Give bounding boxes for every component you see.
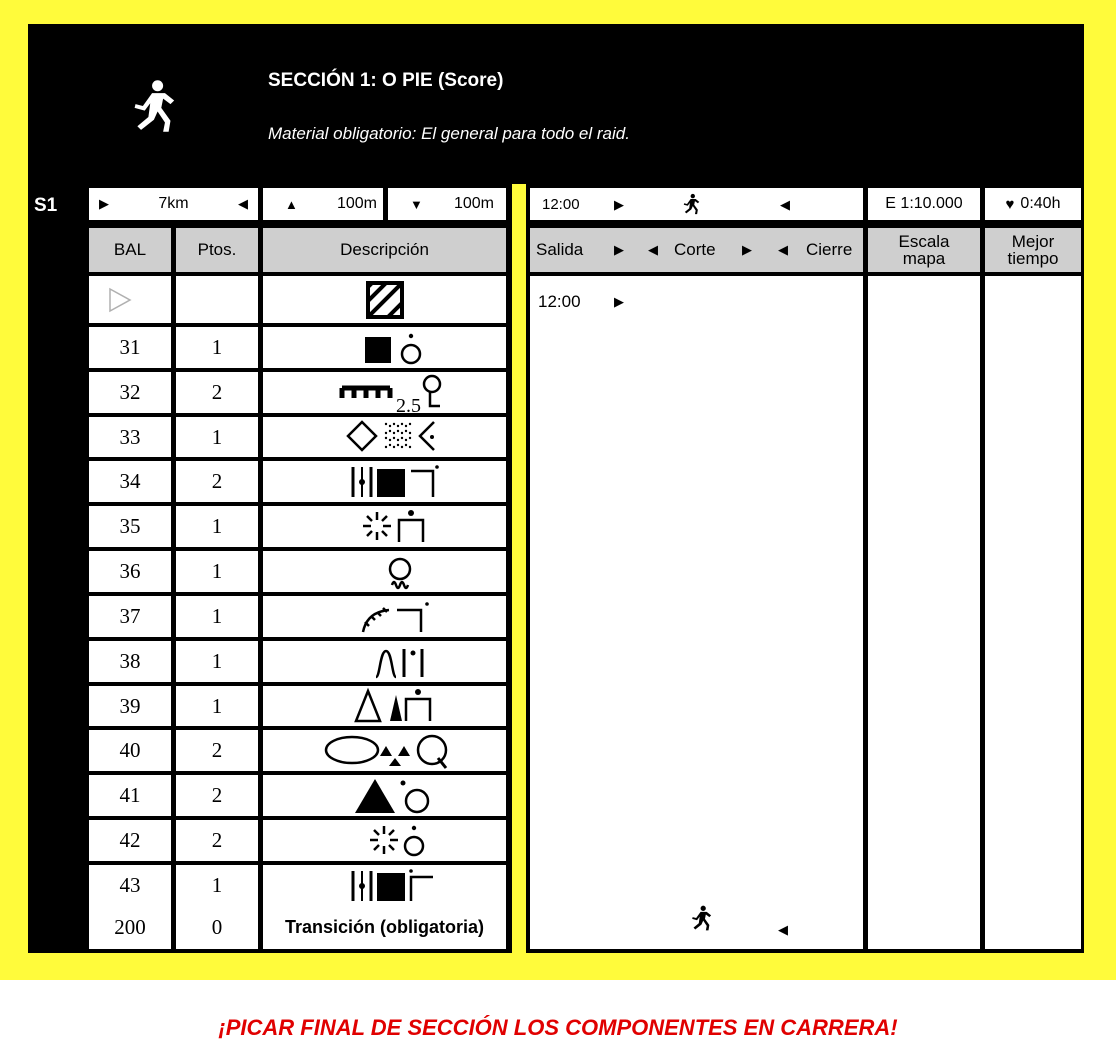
control-points: 2 [176,730,258,771]
start-description-cell [263,276,506,323]
control-points: 1 [176,551,258,592]
control-description [263,730,506,771]
header-bal: BAL [89,228,171,272]
best-time-value: 0:40h [1020,195,1061,212]
header-best-time: Mejor tiempo [985,228,1081,272]
control-symbol-icon [337,508,432,546]
control-symbol-icon [332,687,437,725]
control-points: 2 [176,372,258,413]
triangle-up-icon: ▲ [285,196,298,212]
timing-cell [530,188,863,220]
triangle-left-icon: ◀ [237,196,248,211]
control-symbol-icon [335,777,435,815]
start-area-icon [365,280,405,320]
control-bal: 36 [89,551,171,592]
runner-icon [130,78,176,134]
control-symbol-icon [335,329,435,367]
runner-icon [682,193,700,215]
control-description [263,372,506,413]
control-points: 1 [176,596,258,637]
control-bal: 43 [89,865,171,906]
section-title: SECCIÓN 1: O PIE (Score) [268,70,504,91]
best-time-body [985,276,1081,949]
header-corte: Corte [674,240,716,259]
triangle-left-icon: ◀ [780,197,790,212]
climb-value: 100m [336,195,377,212]
control-bal: 39 [89,686,171,726]
triangle-right-icon: ▶ [99,196,109,211]
control-description [263,327,506,368]
scale-body [868,276,980,949]
control-symbol-icon [320,374,450,412]
triangle-down-icon: ▼ [410,196,423,212]
control-symbol-icon [340,643,430,681]
control-description [263,865,506,906]
control-bal: 33 [89,417,171,457]
triangle-right-icon: ▶ [614,197,624,212]
climb-cell [263,188,383,220]
start-triangle-icon [107,286,133,314]
distance-value: 7km [158,195,189,212]
control-description [263,775,506,816]
control-description [263,686,506,726]
start-points-cell [176,276,258,323]
control-bal: 32 [89,372,171,413]
control-bal: 34 [89,461,171,502]
control-points: 1 [176,506,258,547]
control-bal: 31 [89,327,171,368]
descent-value: 100m [453,195,494,212]
descent-cell [388,188,506,220]
control-description [263,596,506,637]
required-material: Material obligatorio: El general para todo el raid. [268,124,630,143]
control-points: 2 [176,461,258,502]
control-points: 1 [176,865,258,906]
heart-icon: ♥ [1005,195,1015,213]
triangle-right-icon: ▶ [614,294,624,309]
control-symbol-icon [327,463,442,501]
control-description [263,820,506,861]
header-cierre: Cierre [806,240,853,259]
control-symbol-icon [330,418,440,456]
distance-cell [89,188,258,220]
control-bal: 42 [89,820,171,861]
control-symbol-icon [340,822,430,860]
triangle-left-icon: ◀ [778,242,788,257]
control-symbol-icon [340,553,430,591]
start-symbol-cell [89,276,171,323]
runner-icon [690,904,712,932]
control-bal: 37 [89,596,171,637]
triangle-right-icon: ▶ [614,242,624,257]
map-scale: E 1:10.000 [868,188,980,220]
best-time-cell [985,188,1081,220]
timing-body [530,276,863,949]
control-description [263,506,506,547]
control-symbol-icon [335,598,435,636]
row-start-time: 12:00 [538,292,581,311]
triangle-left-icon: ◀ [778,922,788,937]
footer-message: ¡PICAR FINAL DE SECCIÓN LOS COMPONENTES EN CARRERA! [218,1015,898,1040]
control-bal: 38 [89,641,171,682]
control-description [263,417,506,457]
header-points: Ptos. [176,228,258,272]
control-symbol-icon [327,867,442,905]
control-points: 1 [176,417,258,457]
final-points: 0 [176,906,258,949]
control-description [263,551,506,592]
section-code: S1 [34,195,58,216]
triangle-right-icon: ▶ [742,242,752,257]
control-description [263,641,506,682]
start-time: 12:00 [542,196,580,213]
svg-text:2.5: 2.5 [395,394,421,412]
control-bal: 41 [89,775,171,816]
control-points: 1 [176,686,258,726]
header-salida: Salida [536,240,584,259]
control-description [263,461,506,502]
control-points: 1 [176,327,258,368]
triangle-left-icon: ◀ [648,242,658,257]
final-bal: 200 [89,906,171,949]
control-symbol-icon [320,732,450,770]
section-header [28,24,1084,184]
control-bal: 40 [89,730,171,771]
header-description: Descripción [263,228,506,272]
control-bal: 35 [89,506,171,547]
header-scale: Escala mapa [868,228,980,272]
control-points: 2 [176,820,258,861]
header-timing [530,228,863,272]
control-points: 1 [176,641,258,682]
control-points: 2 [176,775,258,816]
final-description: Transición (obligatoria) [263,906,506,949]
